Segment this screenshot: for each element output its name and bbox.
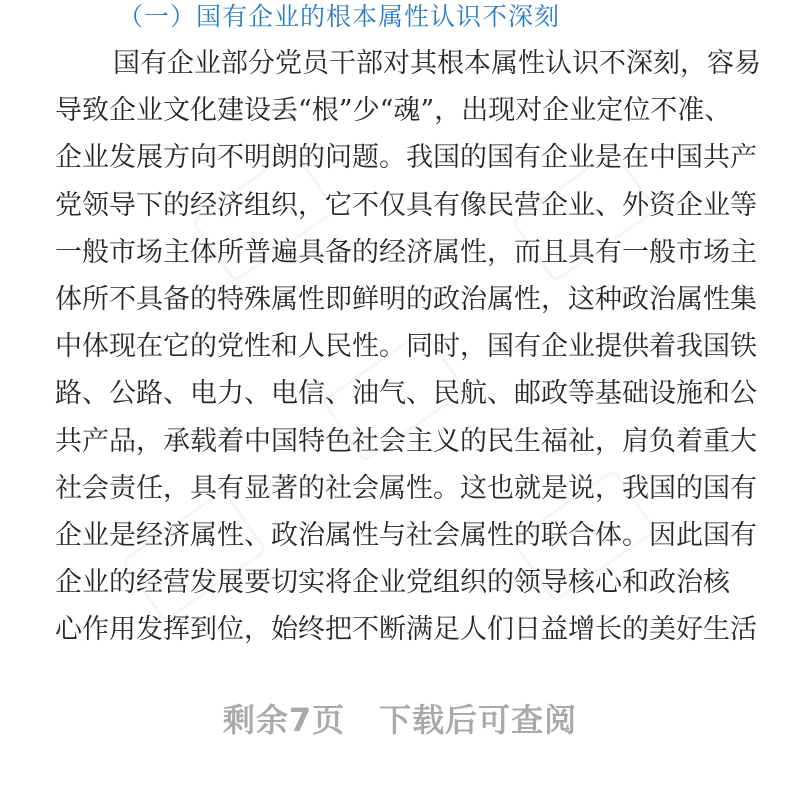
paragraph-line: 企业发展方向不明朗的问题。我国的国有企业是在中国共产 [55, 142, 757, 174]
paragraph-line: 共产品，承载着中国特色社会主义的民生福祉，肩负着重大 [55, 425, 757, 457]
paragraph-line: 一般市场主体所普遍具备的经济属性，而且具有一般市场主 [55, 236, 757, 268]
paragraph-line: 社会责任，具有显著的社会属性。这也就是说，我国的国有 [55, 472, 757, 504]
paragraph-line: 企业的经营发展要切实将企业党组织的领导核心和政治核 [55, 567, 730, 599]
download-banner[interactable] [0, 695, 800, 741]
body-paragraph [55, 40, 761, 653]
paragraph-line: 企业是经济属性、政治属性与社会属性的联合体。因此国有 [55, 519, 757, 551]
paragraph-line: 国有企业部分党员干部对其根本属性认识不深刻，容易 [113, 48, 761, 79]
remaining-pages-label: 剩余7页 [222, 701, 346, 739]
section-heading: （一）国有企业的根本属性认识不深刻 [118, 2, 561, 31]
download-prompt-label: 下载后可查阅 [379, 701, 578, 739]
paragraph-line: 导致企业文化建设丢“根”少“魂”，出现对企业定位不准、 [55, 95, 732, 127]
paragraph-line: 路、公路、电力、电信、油气、民航、邮政等基础设施和公 [55, 378, 757, 410]
paragraph-line: 党领导下的经济组织，它不仅具有像民营企业、外资企业等 [55, 189, 757, 221]
paragraph-line: 心作用发挥到位，始终把不断满足人们日益增长的美好生活 [55, 614, 757, 646]
paragraph-line: 中体现在它的党性和人民性。同时，国有企业提供着我国铁 [55, 331, 757, 363]
paragraph-line: 体所不具备的特殊属性即鲜明的政治属性，这种政治属性集 [55, 283, 757, 315]
